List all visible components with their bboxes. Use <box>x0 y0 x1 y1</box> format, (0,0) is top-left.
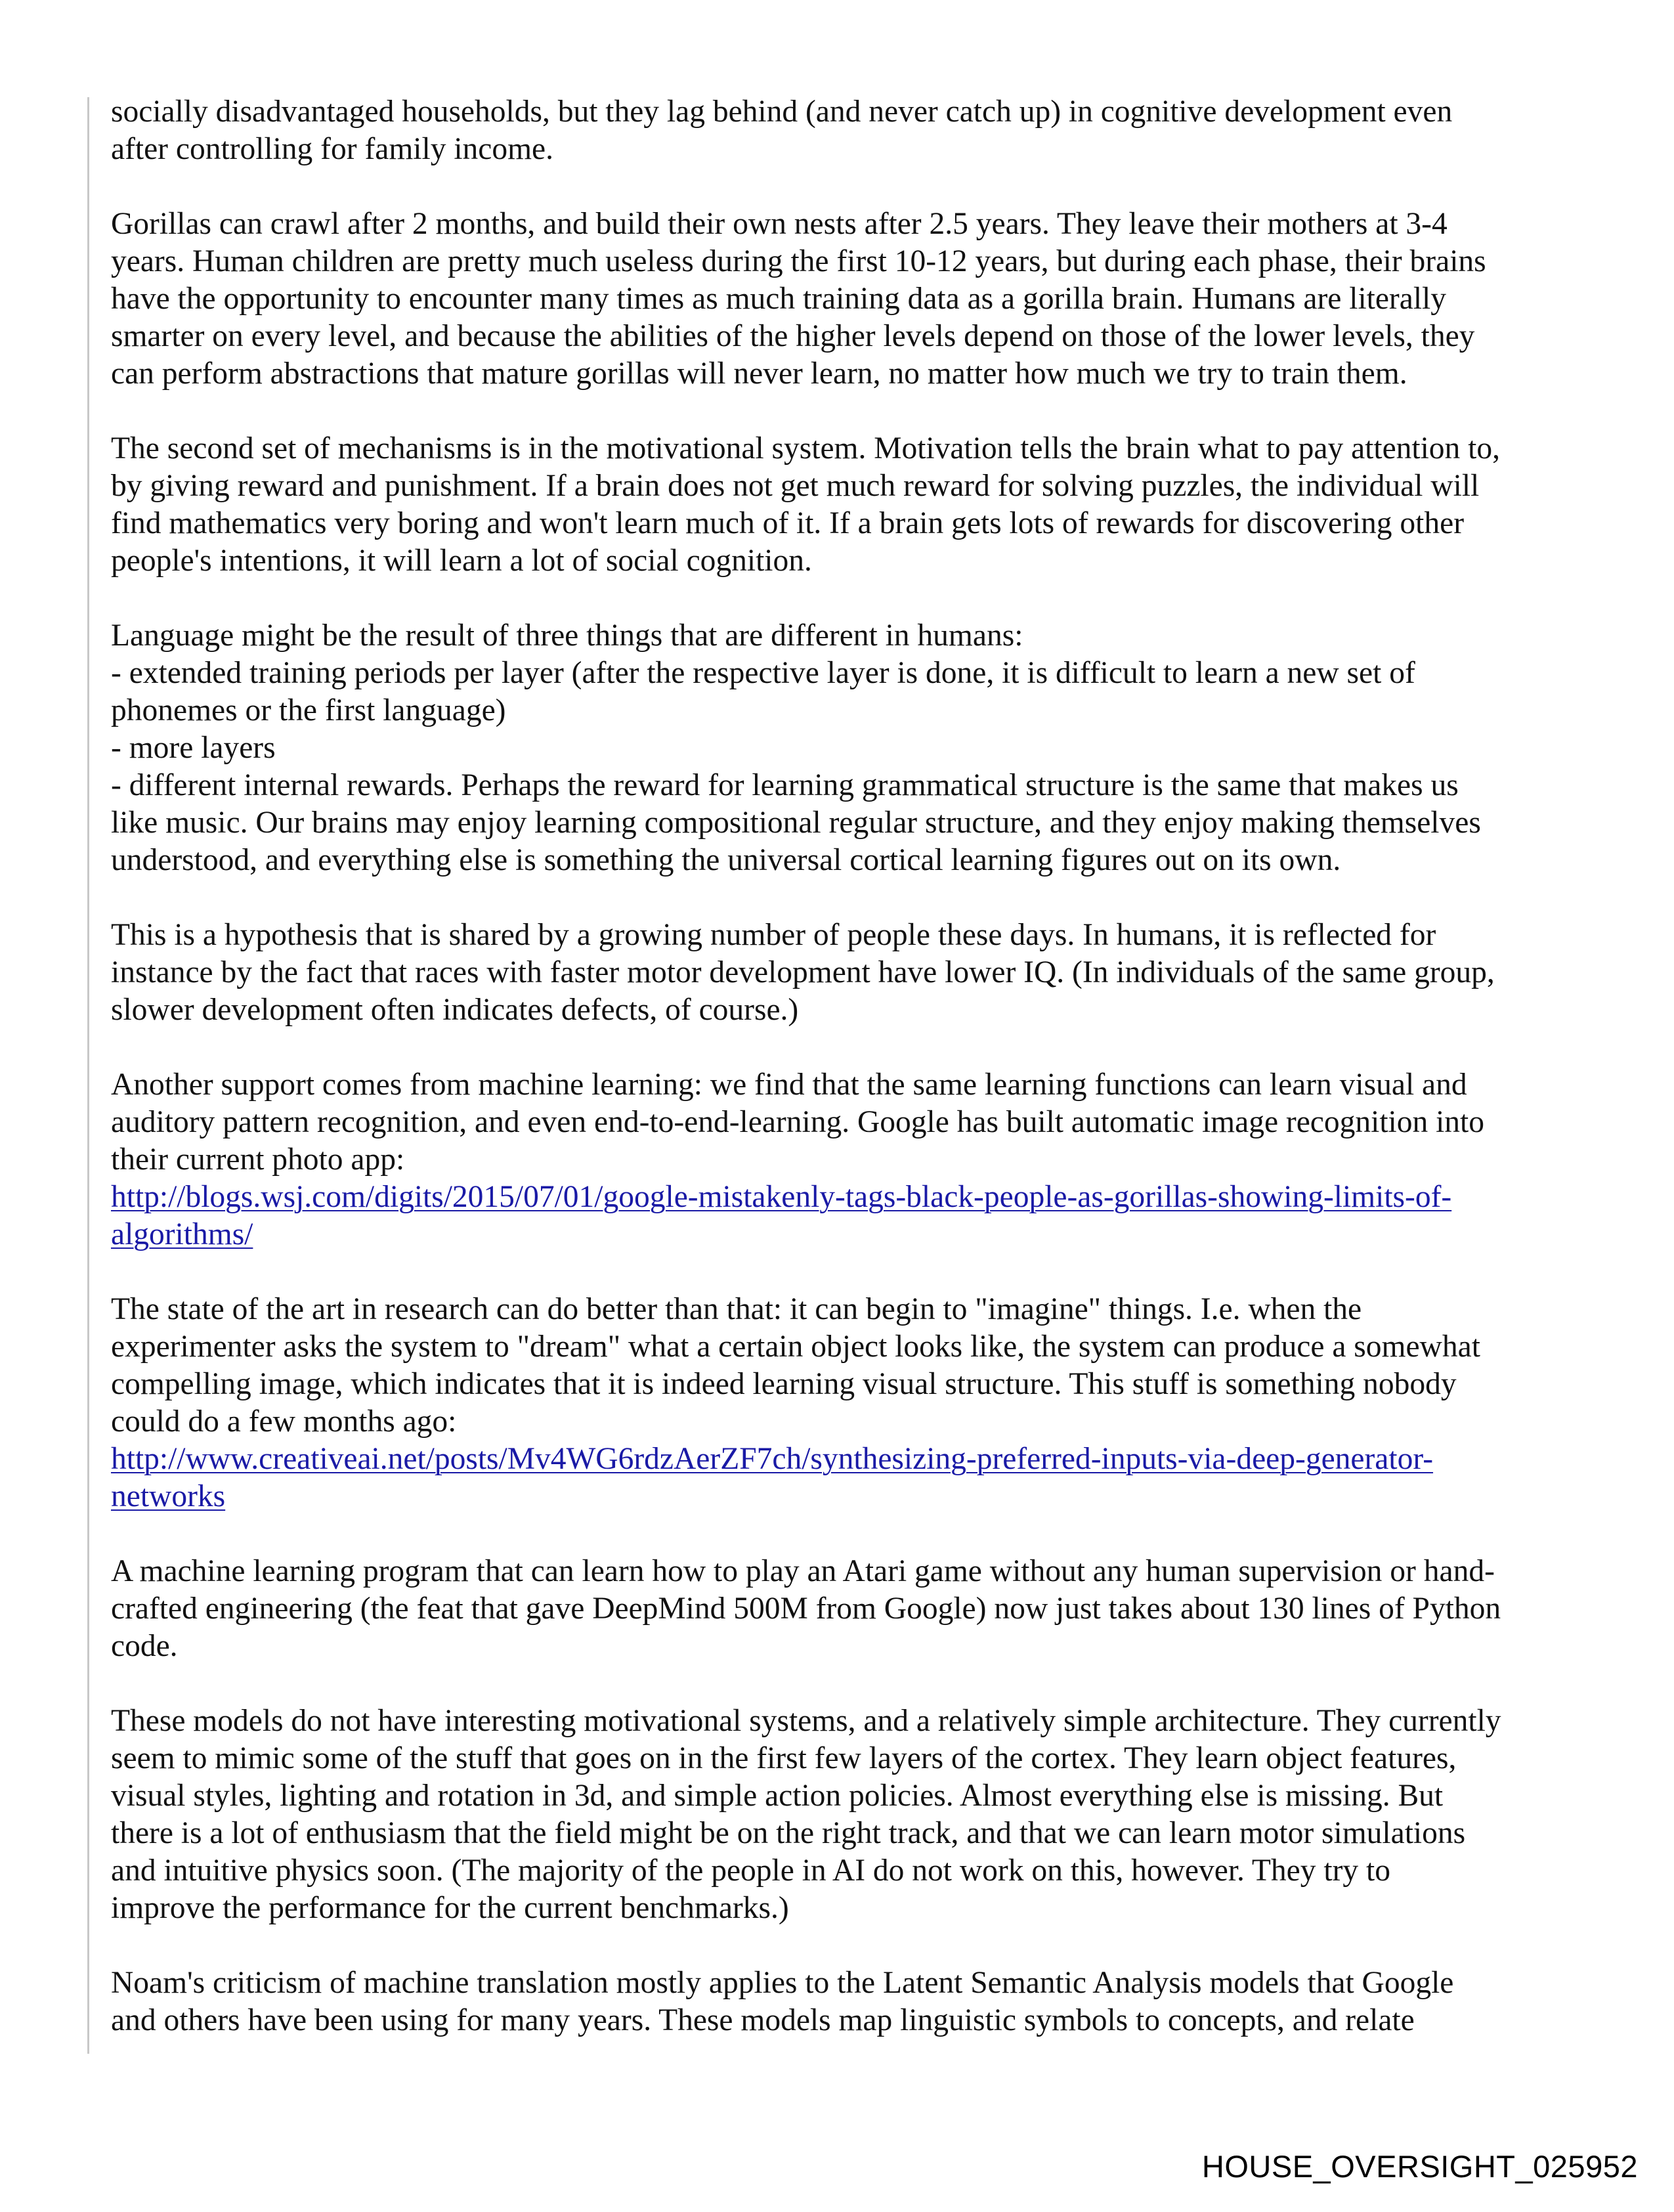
text-line: their current photo app: <box>111 1142 405 1177</box>
paragraph <box>111 1964 1588 2039</box>
paragraph <box>111 206 1588 393</box>
list-item: - different internal rewards. Perhaps the reward for learning grammatical structure is the same that makes us <box>111 768 1459 802</box>
paragraph <box>111 1553 1588 1665</box>
document-body <box>111 93 1588 2077</box>
list-item: - extended training periods per layer (after the respective layer is done, it is difficult to learn a new set of <box>111 656 1415 690</box>
text-line: compelling image, which indicates that it is indeed learning visual structure. This stuff is something nobody <box>111 1367 1457 1401</box>
text-line: have the opportunity to encounter many times as much training data as a gorilla brain. Humans are literally <box>111 282 1446 316</box>
text-line: code. <box>111 1629 178 1663</box>
text-line: like music. Our brains may enjoy learning compositional regular structure, and they enjoy making themselves <box>111 806 1481 840</box>
text-line: phonemes or the first language) <box>111 693 506 727</box>
text-line: The state of the art in research can do better than that: it can begin to "imagine" things. I.e. when the <box>111 1292 1362 1326</box>
paragraph <box>111 1066 1588 1253</box>
paragraph <box>111 430 1588 580</box>
text-line: auditory pattern recognition, and even end-to-end-learning. Google has built automatic image recognition into <box>111 1105 1484 1139</box>
quote-bar <box>87 97 89 2054</box>
text-line: smarter on every level, and because the abilities of the higher levels depend on those of the lower levels, they <box>111 319 1475 353</box>
paragraph <box>111 917 1588 1029</box>
text-line: Language might be the result of three things that are different in humans: <box>111 618 1023 653</box>
text-line: can perform abstractions that mature gorillas will never learn, no matter how much we try to train them. <box>111 357 1407 391</box>
text-line: slower development often indicates defects, of course.) <box>111 993 799 1027</box>
text-line: find mathematics very boring and won't learn much of it. If a brain gets lots of rewards for discovering other <box>111 506 1465 540</box>
text-line: The second set of mechanisms is in the motivational system. Motivation tells the brain what to pay attention to, <box>111 431 1500 466</box>
text-line: visual styles, lighting and rotation in 3d, and simple action policies. Almost everything else is missing. But <box>111 1779 1444 1813</box>
text-line: Another support comes from machine learning: we find that the same learning functions can learn visual and <box>111 1068 1467 1102</box>
text-line: and intuitive physics soon. (The majority of the people in AI do not work on this, however. They try to <box>111 1854 1390 1888</box>
text-line: Noam's criticism of machine translation mostly applies to the Latent Semantic Analysis models that Google <box>111 1966 1454 2000</box>
text-line: there is a lot of enthusiasm that the field might be on the right track, and that we can learn motor simulations <box>111 1816 1466 1850</box>
text-line: and others have been using for many years. These models map linguistic symbols to concepts, and relate <box>111 2003 1415 2037</box>
paragraph <box>111 93 1588 168</box>
text-line: could do a few months ago: <box>111 1404 457 1439</box>
creativeai-post-link[interactable]: http://www.creativeai.net/posts/Mv4WG6rdzAerZF7ch/synthesizing-preferred-inputs-via-deep-generator- <box>111 1442 1434 1476</box>
text-line: experimenter asks the system to "dream" what a certain object looks like, the system can produce a somewhat <box>111 1330 1480 1364</box>
text-line: A machine learning program that can learn how to play an Atari game without any human supervision or hand- <box>111 1554 1495 1588</box>
paragraph <box>111 1702 1588 1927</box>
document-id-stamp: HOUSE_OVERSIGHT_025952 <box>1201 2149 1638 2184</box>
text-line: understood, and everything else is something the universal cortical learning figures out on its own. <box>111 843 1341 877</box>
text-line: people's intentions, it will learn a lot of social cognition. <box>111 544 812 578</box>
text-line: This is a hypothesis that is shared by a growing number of people these days. In humans, it is reflected for <box>111 918 1436 952</box>
wsj-article-link[interactable]: algorithms/ <box>111 1217 253 1251</box>
paragraph <box>111 1291 1588 1515</box>
creativeai-post-link[interactable]: networks <box>111 1479 226 1513</box>
text-line: instance by the fact that races with faster motor development have lower IQ. (In individuals of the same group, <box>111 955 1495 989</box>
text-line: after controlling for family income. <box>111 132 553 166</box>
text-line: These models do not have interesting motivational systems, and a relatively simple architecture. They currently <box>111 1704 1501 1738</box>
text-line: Gorillas can crawl after 2 months, and build their own nests after 2.5 years. They leave their mothers at 3-4 <box>111 207 1448 241</box>
text-line: crafted engineering (the feat that gave DeepMind 500M from Google) now just takes about 130 lines of Python <box>111 1592 1501 1626</box>
wsj-article-link[interactable]: http://blogs.wsj.com/digits/2015/07/01/google-mistakenly-tags-black-people-as-gorillas-showing-limits-of- <box>111 1180 1452 1214</box>
paragraph <box>111 617 1588 879</box>
text-line: improve the performance for the current benchmarks.) <box>111 1891 789 1925</box>
list-item: - more layers <box>111 731 276 765</box>
text-line: by giving reward and punishment. If a brain does not get much reward for solving puzzles, the individual will <box>111 469 1480 503</box>
text-line: seem to mimic some of the stuff that goes on in the first few layers of the cortex. They learn object features, <box>111 1741 1457 1775</box>
text-line: years. Human children are pretty much useless during the first 10-12 years, but during each phase, their brains <box>111 244 1486 278</box>
text-line: socially disadvantaged households, but they lag behind (and never catch up) in cognitive development even <box>111 95 1453 129</box>
